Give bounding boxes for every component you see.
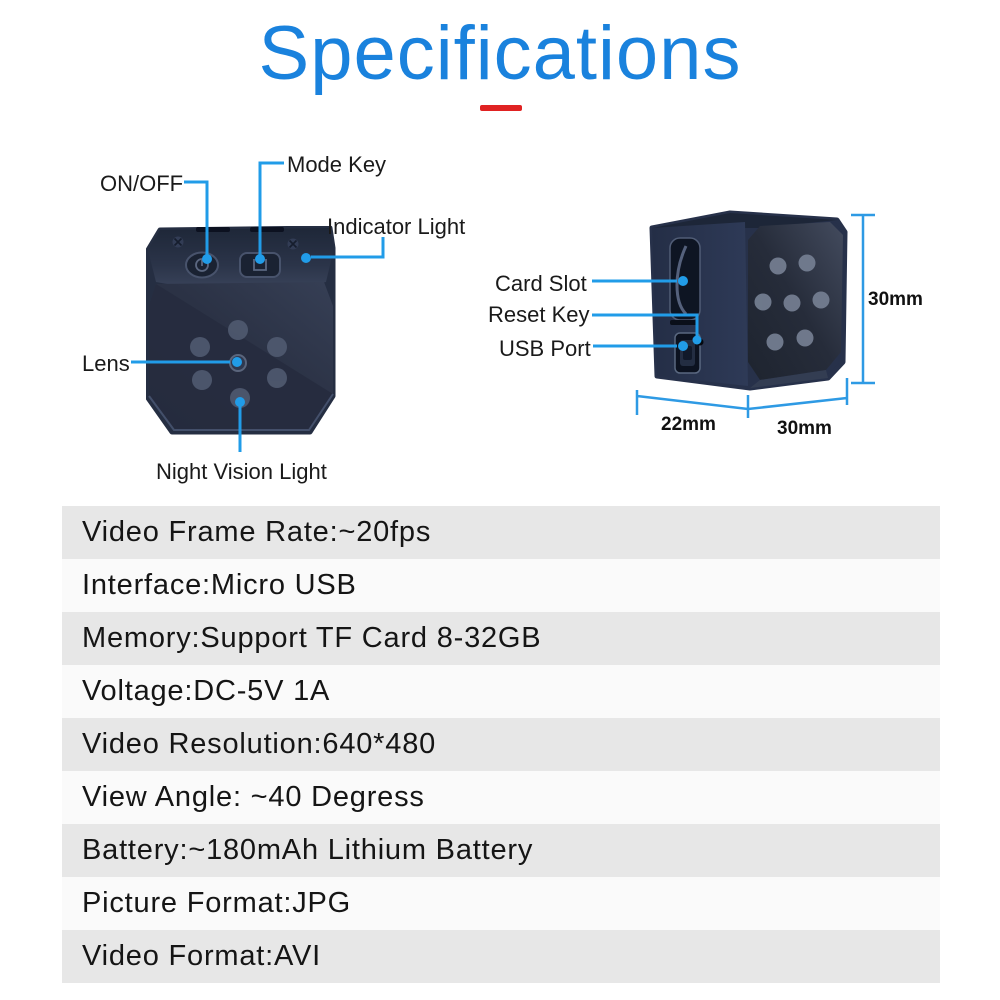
lens-label: Lens [82,351,130,376]
reset-key-label: Reset Key [488,302,590,327]
spec-row-picture-format: Picture Format:JPG [62,877,940,930]
spec-row-interface: Interface:Micro USB [62,559,940,612]
spec-row-video-format: Video Format:AVI [62,930,940,983]
reset-key-callout-line [592,315,697,336]
width-dimension-label: 30mm [777,418,832,439]
spec-row-view-angle: View Angle: ~40 Degress [62,771,940,824]
mode-key-label: Mode Key [287,152,387,177]
depth-dimension-label: 22mm [661,414,716,435]
mode-key-callout-line [260,163,284,256]
page-title: Specifications [258,11,742,96]
indicator-callout-line [311,237,383,257]
callout-dots [202,253,702,407]
indicator-light-label: Indicator Light [327,214,466,239]
on-off-callout-line [184,182,207,256]
on-off-label: ON/OFF [100,171,184,196]
spec-table [62,506,940,983]
width-depth-dimension-line [637,378,847,418]
height-dimension-label: 30mm [868,289,923,310]
usb-port-label: USB Port [499,336,591,361]
spec-row-resolution: Video Resolution:640*480 [62,718,940,771]
night-vision-light-label: Night Vision Light [156,459,327,484]
card-slot-label: Card Slot [495,271,587,296]
spec-row-voltage: Voltage:DC-5V 1A [62,665,940,718]
spec-row-frame-rate: Video Frame Rate:~20fps [62,506,940,559]
spec-row-battery: Battery:~180mAh Lithium Battery [62,824,940,877]
spec-row-memory: Memory:Support TF Card 8-32GB [62,612,940,665]
